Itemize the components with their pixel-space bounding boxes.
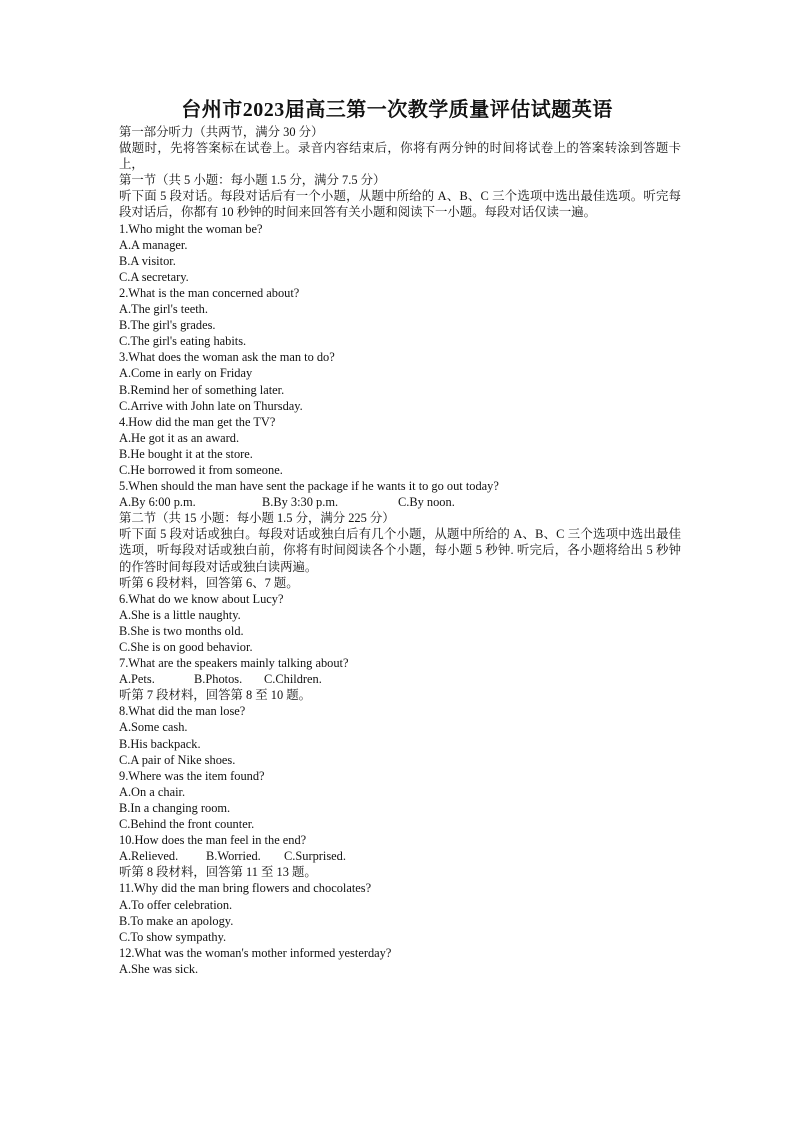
answer-option: A.The girl's teeth. (119, 302, 208, 317)
answer-option: B.He bought it at the store. (119, 446, 253, 461)
question-stem: 1.Who might the woman be? (119, 221, 263, 236)
answer-option: A.Some cash. (119, 720, 188, 735)
question-stem: 4.How did the man get the TV? (119, 414, 276, 429)
answer-option: C.The girl's eating habits. (119, 334, 247, 349)
answer-options-row (119, 494, 681, 510)
answer-option: B.A visitor. (119, 253, 176, 268)
answer-option: C.By noon. (398, 495, 455, 510)
material-note: 听第 7 段材料，回答第 8 至 10 题。 (119, 688, 312, 703)
section-header: 第二节（共 15 小题：每小题 1.5 分，满分 225 分） (119, 511, 395, 526)
question-stem: 11.Why did the man bring flowers and chocolates? (119, 881, 372, 896)
exam-body (119, 124, 681, 977)
question-stem: 2.What is the man concerned about? (119, 285, 300, 300)
answer-options-row (119, 848, 681, 864)
answer-option: B.To make an apology. (119, 913, 234, 928)
question-stem: 3.What does the woman ask the man to do? (119, 350, 335, 365)
answer-option: A.To offer celebration. (119, 897, 233, 912)
question-stem: 5.When should the man have sent the package if he wants it to go out today? (119, 479, 499, 494)
material-note: 听第 6 段材料，回答第 6、7 题。 (119, 575, 299, 590)
instructions-paragraph: 做题时，先将答案标在试卷上。录音内容结束后，你将有两分钟的时间将试卷上的答案转涂到答题卡上， (119, 141, 681, 172)
answer-option: A.She was sick. (119, 961, 199, 976)
answer-option: C.He borrowed it from someone. (119, 462, 283, 477)
answer-option: B.In a changing room. (119, 800, 231, 815)
answer-option: B.Remind her of something later. (119, 382, 285, 397)
answer-option: B.His backpack. (119, 736, 201, 751)
question-stem: 7.What are the speakers mainly talking about? (119, 656, 349, 671)
question-stem: 6.What do we know about Lucy? (119, 591, 284, 606)
answer-option: A.Relieved. (119, 849, 179, 864)
answer-option: C.Behind the front counter. (119, 817, 255, 832)
answer-option: C.A pair of Nike shoes. (119, 752, 236, 767)
material-note: 听第 8 段材料，回答第 11 至 13 题。 (119, 865, 317, 880)
answer-option: A.Come in early on Friday (119, 366, 253, 381)
answer-option: B.She is two months old. (119, 623, 244, 638)
question-stem: 12.What was the woman's mother informed yesterday? (119, 945, 392, 960)
answer-option: B.Worried. (206, 849, 261, 864)
question-stem: 10.How does the man feel in the end? (119, 833, 307, 848)
answer-option: A.Pets. (119, 672, 155, 687)
answer-option: C.Children. (264, 672, 322, 687)
answer-option: A.By 6:00 p.m. (119, 495, 196, 510)
answer-options-row (119, 671, 681, 687)
answer-option: B.Photos. (194, 672, 243, 687)
answer-option: C.Arrive with John late on Thursday. (119, 398, 303, 413)
answer-option: A.She is a little naughty. (119, 607, 241, 622)
section-header: 第一节（共 5 小题：每小题 1.5 分，满分 7.5 分） (119, 173, 386, 188)
answer-option: C.A secretary. (119, 269, 189, 284)
answer-option: C.Surprised. (284, 849, 346, 864)
question-stem: 9.Where was the item found? (119, 768, 265, 783)
section-directions: 听下面 5 段对话。每段对话后有一个小题，从题中所给的 A、B、C 三个选项中选出最佳选项。听完每段对话后，你都有 10 秒钟的时间来回答有关小题和阅读下一小题。每段对话仅读一遍。 (119, 189, 681, 220)
answer-option: B.By 3:30 p.m. (262, 495, 339, 510)
section-directions: 听下面 5 段对话或独白。每段对话或独白后有几个小题，从题中所给的 A、B、C 三个选项中选出最佳选项，听每段对话或独白前，你将有时间阅读各个小题，每小题 5 秒钟. 听完后，各小题将给出 5 秒钟的作答时间每段对话或独白读两遍。 (119, 527, 681, 574)
answer-option: A.On a chair. (119, 784, 186, 799)
part-header: 第一部分听力（共两节，满分 30 分） (119, 125, 324, 139)
page-title: 台州市2023届高三第一次教学质量评估试题英语 (181, 99, 613, 121)
answer-option: C.She is on good behavior. (119, 640, 253, 654)
answer-option: A.A manager. (119, 237, 188, 252)
question-stem: 8.What did the man lose? (119, 704, 246, 719)
answer-option: C.To show sympathy. (119, 929, 227, 944)
answer-option: B.The girl's grades. (119, 318, 216, 333)
answer-option: A.He got it as an award. (119, 430, 240, 445)
